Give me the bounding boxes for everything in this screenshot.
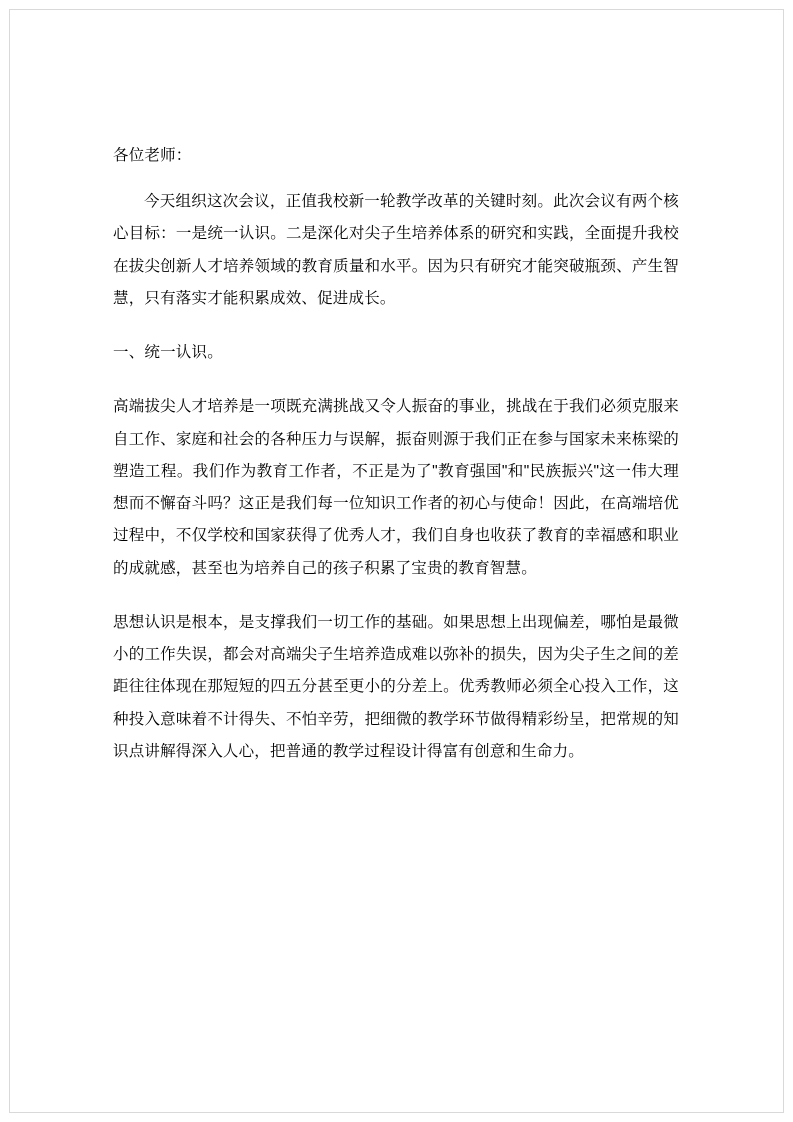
body-paragraph-two: 思想认识是根本，是支撑我们一切工作的基础。如果思想上出现偏差，哪怕是最微小的工作失误，都会对高端尖子生培养造成难以弥补的损失，因为尖子生之间的差距往往体现在那短短的四五分甚至更小的分差上。优秀教师必须全心投入工作，这种投入意味着不计得失、不怕辛劳，把细微的教学环节做得精彩纷呈，把常规的知识点讲解得深入人心，把普通的教学过程设计得富有创意和生命力。 [113,613,679,760]
intro-paragraph: 今天组织这次会议，正值我校新一轮教学改革的关键时刻。此次会议有两个核心目标：一是统一认识。二是深化对尖子生培养体系的研究和实践，全面提升我校在拔尖创新人才培养领域的教育质量和水平。因为只有研究才能突破瓶颈、产生智慧，只有落实才能积累成效、促进成长。 [113,193,679,307]
section-heading-one: 一、统一认识。 [113,344,223,362]
body-paragraph-one: 高端拔尖人才培养是一项既充满挑战又令人振奋的事业，挑战在于我们必须克服来自工作、家庭和社会的各种压力与误解，振奋则源于我们正在参与国家未来栋梁的塑造工程。我们作为教育工作者，不正是为了"教育强国"和"民族振兴"这一伟大理想而不懈奋斗吗？这正是我们每一位知识工作者的初心与使命！因此，在高端培优过程中，不仅学校和国家获得了优秀人才，我们自身也收获了教育的幸福感和职业的成就感，甚至也为培养自己的孩子积累了宝贵的教育智慧。 [113,398,679,577]
salutation-line: 各位老师： [113,147,192,164]
document-body [113,140,679,790]
